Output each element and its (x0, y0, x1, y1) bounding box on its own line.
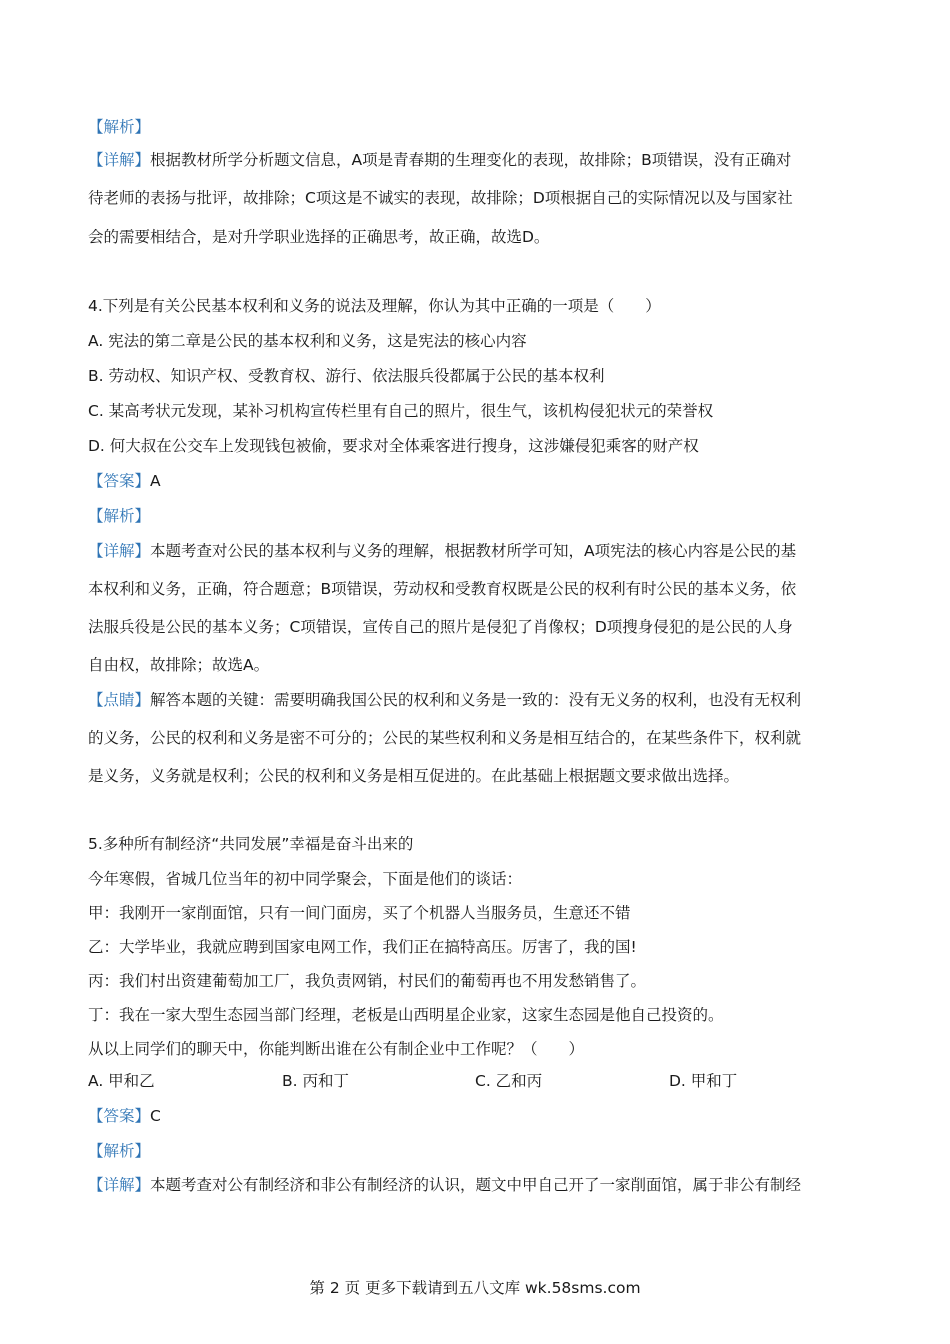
q5-text-line: 丙：我们村出资建葡萄加工厂，我负责网销，村民们的葡萄再也不用发愁销售了。 (88, 972, 647, 990)
q5-option-a: A. 甲和乙 (88, 1072, 155, 1090)
detail-tag: 【详解】 (88, 1176, 151, 1194)
detail-tag: 【详解】 (88, 151, 151, 169)
tip-line: 是义务，义务就是权利；公民的权利和义务是相互促进的。在此基础上根据题文要求做出选择。 (88, 767, 740, 785)
q5-answer (88, 1106, 161, 1126)
detail-line: 【详解】根据教材所学分析题文信息，A项是青春期的生理变化的表现，故排除；B项错误，没有正确对 (88, 151, 792, 169)
q4-option-d: D. 何大叔在公交车上发现钱包被偷，要求对全体乘客进行搜身，这涉嫌侵犯乘客的财产权 (88, 437, 699, 455)
analysis-tag: 【解析】 (88, 1142, 151, 1160)
q4-answer (88, 471, 161, 491)
detail-line: 【详解】本题考查对公民的基本权利与义务的理解，根据教材所学可知，A项宪法的核心内容是公民的基 (88, 542, 797, 560)
q4-option-a: A. 宪法的第二章是公民的基本权利和义务，这是宪法的核心内容 (88, 332, 527, 350)
q5-text-line: 乙：大学毕业，我就应聘到国家电网工作，我们正在搞特高压。厉害了，我的国! (88, 938, 637, 956)
q5-option-c: C. 乙和丙 (475, 1072, 543, 1090)
question-5-stem: 5.多种所有制经济“共同发展”幸福是奋斗出来的 (88, 835, 414, 853)
q5-option-b: B. 丙和丁 (282, 1072, 349, 1090)
tip-tag: 【点睛】 (88, 691, 151, 709)
detail-line: 待老师的表扬与批评，故排除；C项这是不诚实的表现，故排除；D项根据自己的实际情况以及与国家社 (88, 189, 793, 207)
analysis-tag: 【解析】 (88, 507, 151, 525)
q5-text-line: 从以上同学们的聊天中，你能判断出谁在公有制企业中工作呢？（ ） (88, 1040, 585, 1058)
page-footer: 第 2 页 更多下载请到五八文库 wk.58sms.com (309, 1279, 641, 1297)
q5-text-line: 丁：我在一家大型生态园当部门经理，老板是山西明星企业家，这家生态园是他自己投资的。 (88, 1006, 724, 1024)
q4-option-c: C. 某高考状元发现，某补习机构宣传栏里有自己的照片，很生气，该机构侵犯状元的荣誉权 (88, 402, 714, 420)
q4-option-b: B. 劳动权、知识产权、受教育权、游行、依法服兵役都属于公民的基本权利 (88, 367, 605, 385)
q5-option-d: D. 甲和丁 (669, 1072, 738, 1090)
answer-tag: 【答案】 (88, 1107, 151, 1125)
answer-tag: 【答案】 (88, 472, 151, 490)
q5-text-line: 今年寒假，省城几位当年的初中同学聚会，下面是他们的谈话： (88, 870, 523, 888)
answer-value: A (150, 472, 161, 490)
tip-line: 的义务，公民的权利和义务是密不可分的；公民的某些权利和义务是相互结合的，在某些条件下，权利就 (88, 729, 802, 747)
detail-line: 自由权，故排除；故选A。 (88, 656, 270, 674)
tip-line: 【点睛】解答本题的关键：需要明确我国公民的权利和义务是一致的：没有无义务的权利，也没有无权利 (88, 691, 802, 709)
q5-text-line: 甲：我刚开一家削面馆，只有一间门面房，买了个机器人当服务员，生意还不错 (88, 904, 631, 922)
detail-line: 【详解】本题考查对公有制经济和非公有制经济的认识，题文中甲自己开了一家削面馆，属于非公有制经 (88, 1176, 802, 1194)
detail-tag: 【详解】 (88, 542, 151, 560)
question-4-stem: 4.下列是有关公民基本权利和义务的说法及理解，你认为其中正确的一项是（ ） (88, 297, 661, 315)
analysis-tag: 【解析】 (88, 118, 151, 136)
detail-line: 法服兵役是公民的基本义务；C项错误，宣传自己的照片是侵犯了肖像权；D项搜身侵犯的是公民的人身 (88, 618, 793, 636)
answer-value: C (150, 1107, 161, 1125)
detail-line: 会的需要相结合，是对升学职业选择的正确思考，故正确，故选D。 (88, 228, 550, 246)
detail-line: 本权利和义务，正确，符合题意；B项错误，劳动权和受教育权既是公民的权利有时公民的基本义务，依 (88, 580, 797, 598)
